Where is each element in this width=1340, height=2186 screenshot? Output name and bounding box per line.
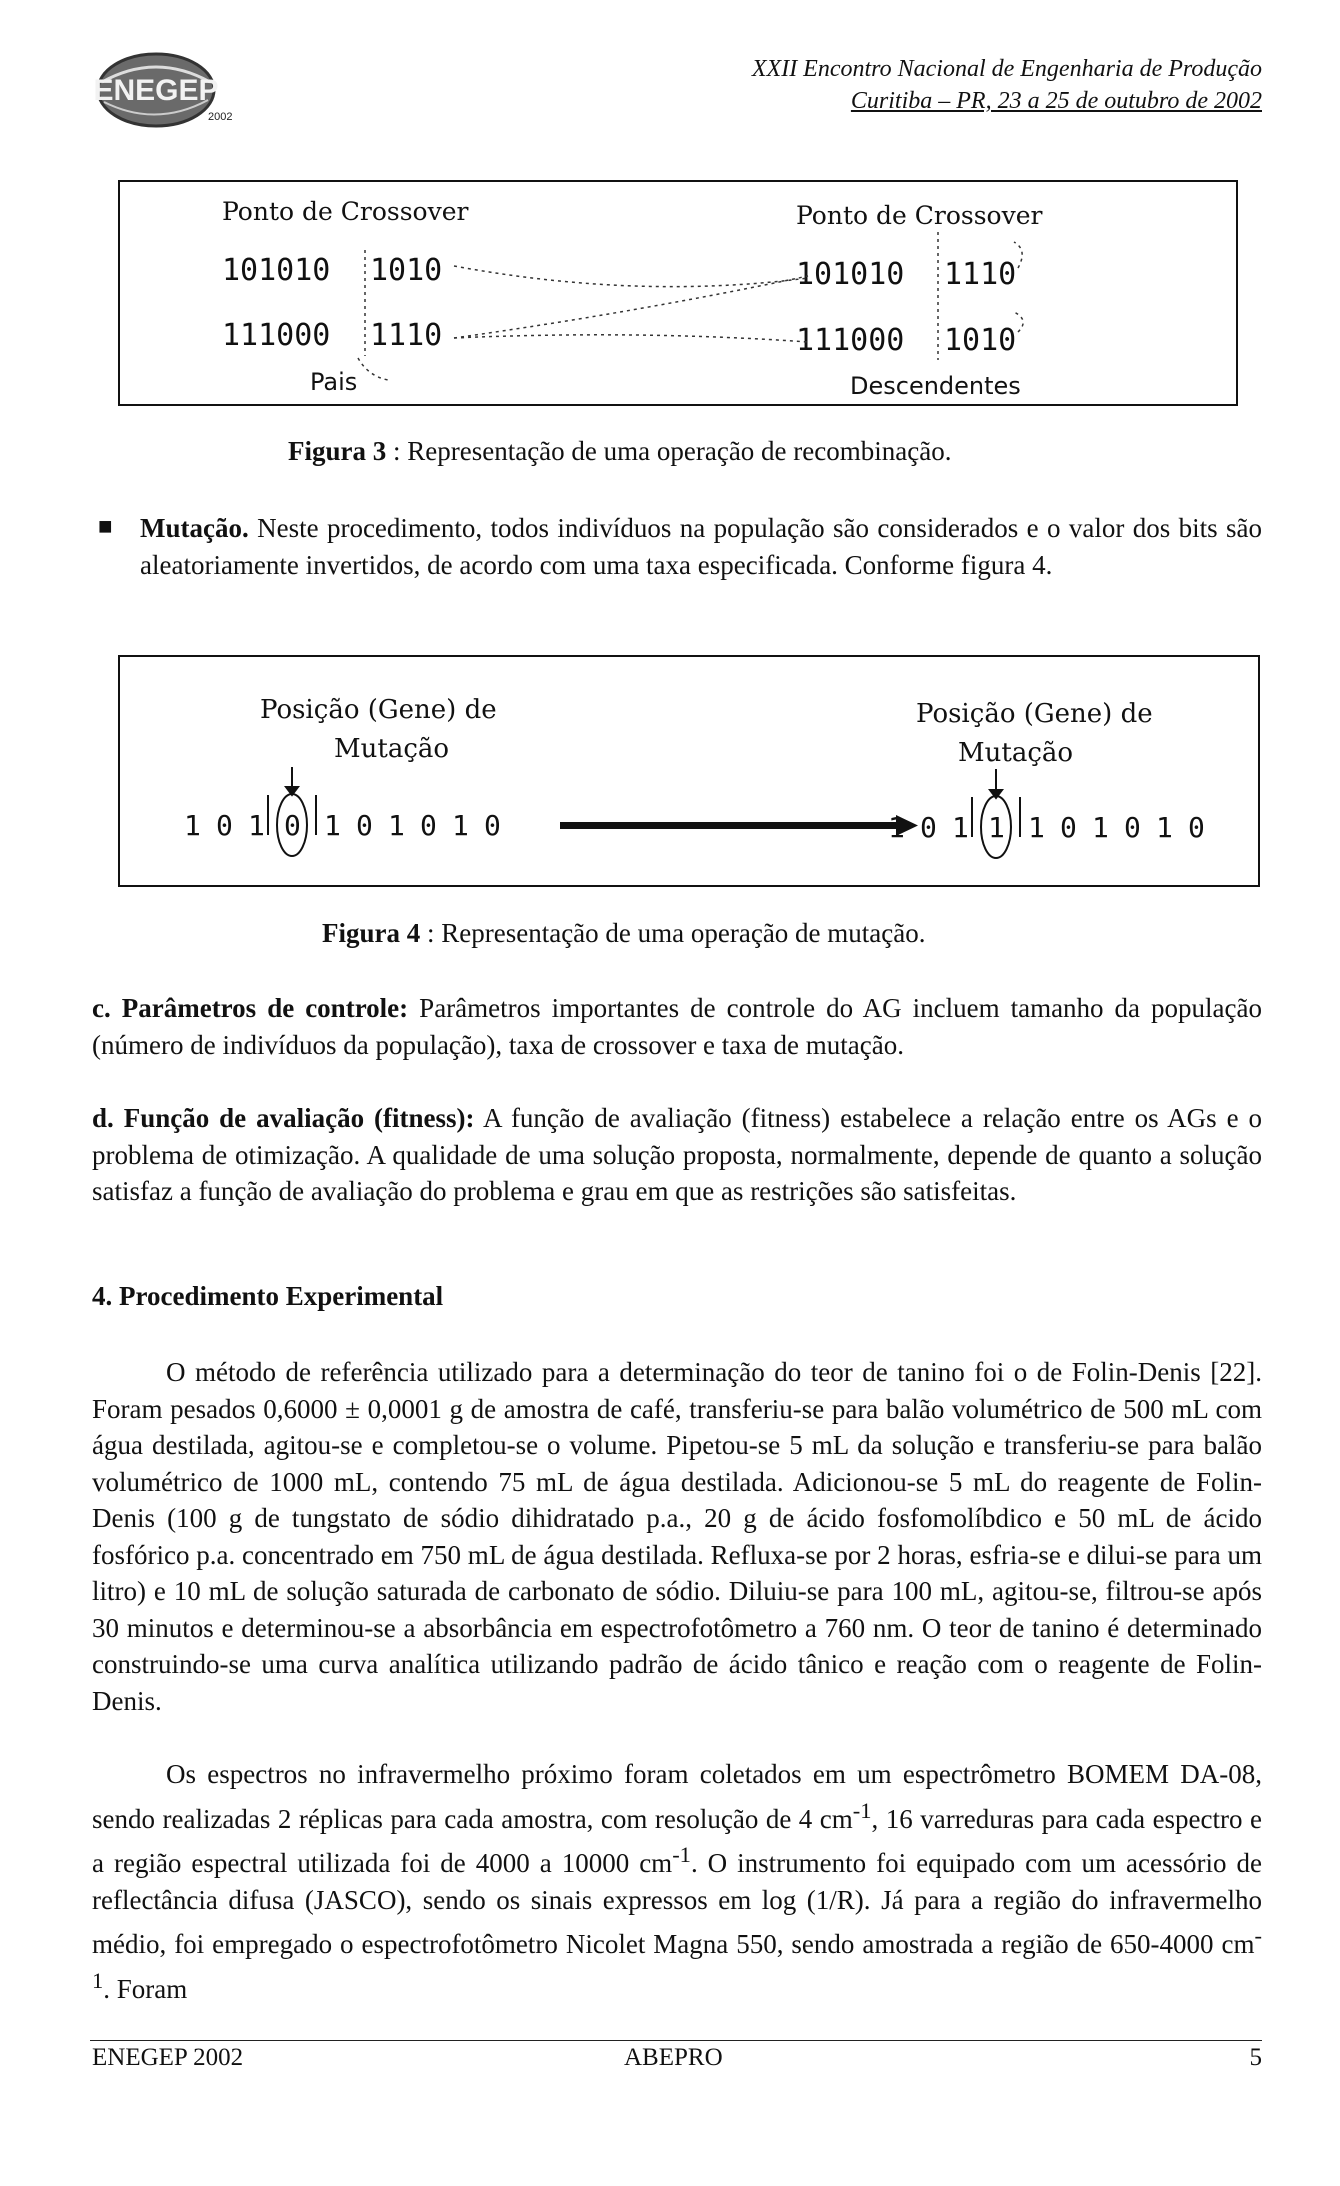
footer-rule bbox=[90, 2040, 1262, 2041]
crossover-arc-left bbox=[358, 358, 388, 380]
control-parameters-text: Parâmetros importantes de controle do AG incluem tamanho da população (número de indivíduos da população), taxa de crossover e taxa de mutação. bbox=[92, 993, 1262, 1060]
swap-path-top bbox=[454, 266, 808, 287]
footer-page-number: 5 bbox=[1249, 2044, 1262, 2071]
mutation-text: Neste procedimento, todos indivíduos na população são considerados e o valor dos bits são aleatoriamente invertidos, de acordo com uma taxa especificada. Conforme figura 4. bbox=[140, 513, 1262, 580]
figure-4-caption-number: Figura 4 bbox=[322, 918, 421, 948]
mutation-arrow bbox=[560, 815, 918, 836]
figure-3-diagram bbox=[118, 180, 1238, 406]
original-bit-6: 0 bbox=[356, 809, 373, 842]
fitness-heading: d. Função de avaliação (fitness): bbox=[92, 1103, 475, 1133]
paragraph-2-part-b: , 16 varreduras para cada espectro e a região espectral utilizada foi de 4000 a 10000 cm bbox=[92, 1803, 1262, 1878]
control-parameters-paragraph bbox=[92, 990, 1262, 1063]
mutated-bit-9: 1 bbox=[1156, 811, 1173, 844]
logo-text: ENEGEP bbox=[93, 74, 219, 107]
parents-label: Pais bbox=[310, 368, 358, 396]
section-4-paragraph-1: O método de referência utilizado para a determinação do teor de tanino foi o de Folin-Denis [22]. Foram pesados 0,6000 ± 0,0001 g de amostra de café, transferiu-se para balão volumétrico de 500 mL com água destilada, agitou-se e completou-se o volume. Pipetou-se 5 mL da solução e transferiu-se para balão volumétrico de 1000 mL, contendo 75 mL de água destilada. Adicionou-se 5 mL do reagente de Folin-Denis (100 g de tungstato de sódio dihidratado p.a., 20 g de ácido fosfomolíbdico e 50 mL de ácido fosfórico p.a. concentrado em 750 mL de água destilada. Refluxa-se por 2 horas, esfria-se e dilui-se para um litro) e 10 mL de solução saturada de carbonato de sódio. Diluiu-se para 100 mL, agitou-se, filtrou-se após 30 minutos e determinou-se a absorbância em espectrofotômetro a 760 nm. O teor de tanino é determinado construindo-se uma curva analítica utilizando padrão de ácido tânico e reação com o reagente de Folin-Denis. bbox=[92, 1357, 1262, 1716]
bullet-icon: ■ bbox=[98, 514, 113, 540]
crossover-point-label-right: Ponto de Crossover bbox=[796, 201, 1043, 230]
mutated-bit-10: 0 bbox=[1188, 811, 1205, 844]
footer-organization: ABEPRO bbox=[624, 2044, 723, 2071]
logo-year: 2002 bbox=[208, 111, 233, 123]
mutated-bit-3: 1 bbox=[952, 811, 969, 844]
swap-path-cross bbox=[454, 276, 808, 338]
original-bit-5: 1 bbox=[324, 809, 341, 842]
swap-path-bottom bbox=[454, 335, 808, 342]
figure-3-caption-text: : Representação de uma operação de recombinação. bbox=[386, 436, 952, 466]
paragraph-2-part-d: . Foram bbox=[103, 1973, 188, 2004]
figure-4-diagram bbox=[118, 655, 1260, 887]
original-bit-2: 0 bbox=[216, 809, 233, 842]
superscript-2: -1 bbox=[672, 1842, 691, 1867]
header-location-date: Curitiba – PR, 23 a 25 de outubro de 2002 bbox=[850, 88, 1262, 114]
original-bits bbox=[184, 809, 501, 842]
mutation-position-label-right-1: Posição (Gene) de bbox=[916, 699, 1153, 729]
mutated-bit-5: 1 bbox=[1028, 811, 1045, 844]
original-bit-4: 0 bbox=[284, 809, 301, 842]
mutated-bit-7: 1 bbox=[1092, 811, 1109, 844]
superscript-3: -1 bbox=[92, 1923, 1262, 1993]
original-bit-8: 0 bbox=[420, 809, 437, 842]
fitness-paragraph bbox=[92, 1100, 1262, 1210]
crossover-point-label-left: Ponto de Crossover bbox=[222, 197, 469, 226]
superscript-1: -1 bbox=[852, 1797, 872, 1823]
fitness-text: A função de avaliação (fitness) estabelece a relação entre os AGs e o problema de otimização. A qualidade de uma solução proposta, normalmente, depende de quanto a solução satisfaz a função de avaliação do problema e grau em que as restrições são satisfeitas. bbox=[92, 1103, 1263, 1206]
mutation-position-label-right-2: Mutação bbox=[958, 738, 1074, 768]
mutation-arrow-shaft bbox=[560, 822, 900, 829]
header-conference-title: XXII Encontro Nacional de Engenharia de Produção bbox=[751, 56, 1262, 82]
section-4-heading: 4. Procedimento Experimental bbox=[92, 1281, 444, 1311]
mutated-bit-4: 1 bbox=[988, 811, 1005, 844]
mutation-heading: Mutação. bbox=[140, 513, 249, 543]
original-bit-7: 1 bbox=[388, 809, 405, 842]
original-bit-1: 1 bbox=[184, 809, 201, 842]
original-bit-3: 1 bbox=[248, 809, 265, 842]
child-2-segment-a: 111000 bbox=[796, 323, 905, 358]
figure-4-caption bbox=[322, 918, 926, 949]
figure-4-caption-text: : Representação de uma operação de mutação. bbox=[420, 918, 926, 948]
mutation-position-label-left-2: Mutação bbox=[334, 734, 450, 764]
mutated-bit-2: 0 bbox=[920, 811, 937, 844]
paragraph-2-part-c: . O instrumento foi equipado com um acessório de reflectância difusa (JASCO), sendo os sinais expressos em log (1/R). Já para a região do infravermelho médio, foi empregado o espectrofotômetro Nicolet Magna 550, sendo amostrada a região de 650-4000 cm bbox=[92, 1848, 1262, 1959]
section-4-paragraph-2 bbox=[92, 1756, 1262, 2007]
figure-3-caption bbox=[288, 436, 951, 467]
child-1-segment-a: 101010 bbox=[796, 257, 905, 292]
enegep-logo bbox=[88, 42, 238, 138]
mutation-paragraph bbox=[140, 510, 1262, 583]
children-label: Descendentes bbox=[850, 372, 1021, 400]
original-bit-9: 1 bbox=[452, 809, 469, 842]
mutated-bit-8: 0 bbox=[1124, 811, 1141, 844]
mutated-bits bbox=[888, 811, 1205, 844]
parent-1-segment-a: 101010 bbox=[222, 253, 331, 288]
parent-1-segment-b: 1010 bbox=[370, 253, 443, 288]
original-bit-10: 0 bbox=[484, 809, 501, 842]
paragraph-2-part-a: Os espectros no infravermelho próximo foram coletados em um espectrômetro BOMEM DA-08, sendo realizadas 2 réplicas para cada amostra, com resolução de 4 cm bbox=[92, 1759, 1262, 1834]
mutated-bit-6: 0 bbox=[1060, 811, 1077, 844]
control-parameters-heading: c. Parâmetros de controle: bbox=[92, 993, 409, 1023]
footer-conference: ENEGEP 2002 bbox=[92, 2044, 244, 2071]
child-1-segment-b: 1110 bbox=[944, 257, 1017, 292]
mutation-position-label-left-1: Posição (Gene) de bbox=[260, 695, 497, 725]
mutation-arrow-head bbox=[896, 815, 918, 836]
parent-2-segment-b: 1110 bbox=[370, 318, 443, 353]
parent-2-segment-a: 111000 bbox=[222, 318, 331, 353]
child-2-segment-b: 1010 bbox=[944, 323, 1017, 358]
figure-3-caption-number: Figura 3 bbox=[288, 436, 387, 466]
